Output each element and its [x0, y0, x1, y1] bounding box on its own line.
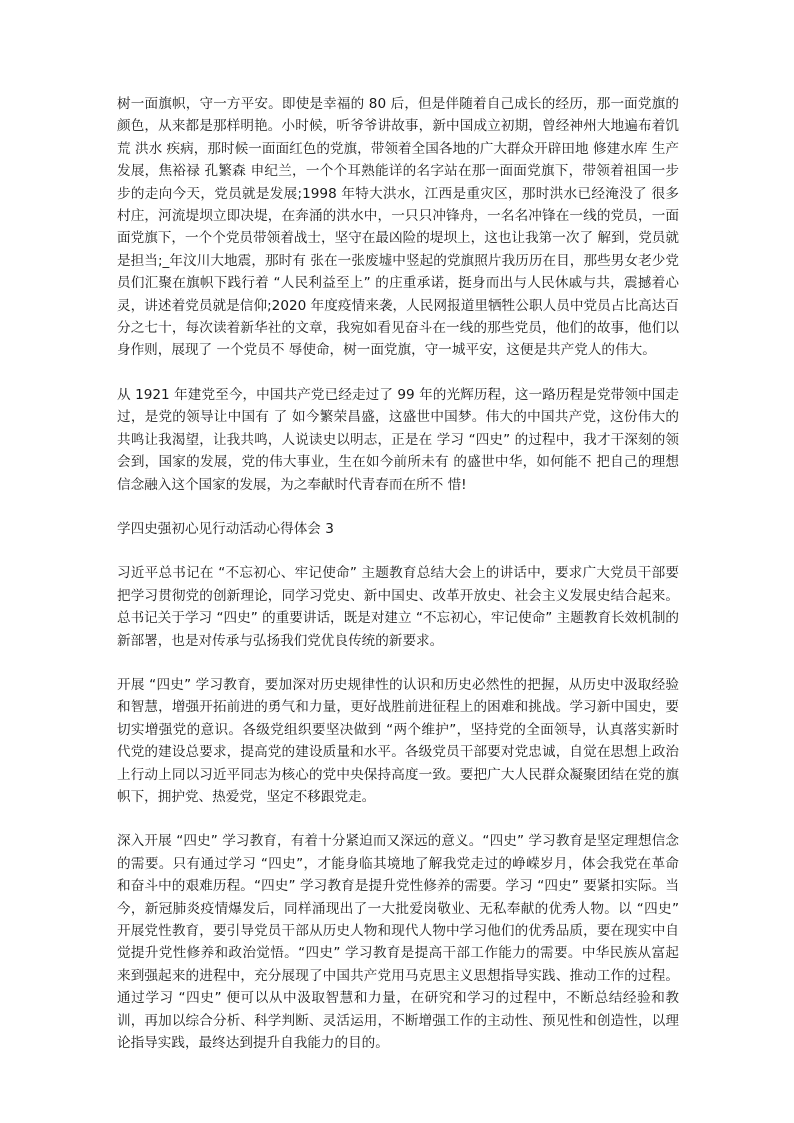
body-paragraph-1: 树一面旗帜，守一方平安。即使是幸福的 80 后，但是伴随着自己成长的经历，那一面党旗的颜色，从来都是那样明艳。小时候，听爷爷讲故事，新中国成立初期，曾经神州大地遍布着饥荒 洪水 疾病，那时候一面面红色的党旗，带领着全国各地的广大群众开辟田地 修建水库 生产发展，焦裕禄 孔繁森 申纪兰，一个个耳熟能详的名字站在那一面面党旗下，带领着祖国一步步的走向今天，党员就是发展;1998 年特大洪水，江西是重灾区，那时洪水已经淹没了 很多村庄，河流堤坝立即决堤，在奔涌的洪水中，一只只冲锋舟，一名名冲锋在一线的党员，一面面党旗下，一个个党员带领着战士，坚守在最凶险的堤坝上，这也让我第一次了 解到，党员就是担当;_年汶川大地震，那时有 张在一张废墟中竖起的党旗照片我历历在目，那些男女老少党员们汇聚在旗帜下践行着 “人民利益至上” 的庄重承诺，挺身而出与人民休戚与共，震撼着心灵，讲述着党员就是信仰;2020 年度疫情来袭，人民网报道里牺牲公职人员中党员占比高达百分之七十，每次读着新华社的文章，我宛如看见奋斗在一线的那些党员，他们的故事，他们以身作则，展现了 一个党员不 辱使命，树一面党旗，守一城平安，这便是共产党人的伟大。 [117, 96, 679, 359]
body-paragraph-3: 习近平总书记在 “不忘初心、牢记使命” 主题教育总结大会上的讲话中，要求广大党员干部要把学习贯彻党的创新理论，同学习党史、新中国史、改革开放史、社会主义发展史结合起来。总书记关于学习 “四史” 的重要讲话，既是对建立 “不忘初心，牢记使命” 主题教育长效机制的新部署，也是对传承与弘扬我们党优良传统的新要求。 [117, 565, 680, 649]
body-paragraph-5: 深入开展 “四史” 学习教育，有着十分紧迫而又深远的意义。“四史” 学习教育是坚定理想信念的需要。只有通过学习 “四史”，才能身临其境地了解我党走过的峥嵘岁月，体会我党在革命和奋斗中的艰难历程。“四史” 学习教育是提升党性修养的需要。学习 “四史” 要紧扣实际。当今，新冠肺炎疫情爆发后，同样涌现出了一大批爱岗敬业、无私奉献的优秀人物。以 “四史” 开展党性教育，要引导党员干部从历史人物和现代人物中学习他们的优秀品质，要在现实中自觉提升党性修养和政治觉悟。“四史” 学习教育是提高干部工作能力的需要。中华民族从富起来到强起来的进程中，充分展现了中国共产党用马克思主义思想指导实践、推动工作的过程。通过学习 “四史” 便可以从中汲取智慧和力量，在研究和学习的过程中，不断总结经验和教训，再加以综合分析、科学判断、灵活运用，不断增强工作的主动性、预见性和创造性，以理论指导实践，最终达到提升自我能力的目的。 [117, 833, 679, 1052]
section-title: 学四史强初心见行动活动心得体会 3 [117, 520, 334, 537]
body-paragraph-4: 开展 “四史” 学习教育，要加深对历史规律性的认识和历史必然性的把握，从历史中汲取经验和智慧，增强开拓前进的勇气和力量，更好战胜前进征程上的困难和挑战。学习新中国史，要切实增强党的意识。各级党组织要坚决做到 “两个维护”，坚持党的全面领导，认真落实新时代党的建设总要求，提高党的建设质量和水平。各级党员干部要对党忠诚，自觉在思想上政治上行动上同以习近平同志为核心的党中央保持高度一致。要把广大人民群众凝聚团结在党的旗帜下，拥护党、热爱党，坚定不移跟党走。 [117, 676, 679, 805]
body-paragraph-2: 从 1921 年建党至今，中国共产党已经走过了 99 年的光辉历程，这一路历程是党带领中国走过，是党的领导让中国有 了 如今繁荣昌盛，这盛世中国梦。伟大的中国共产党，这份伟大的共鸣让我渴望，让我共鸣，人说读史以明志，正是在 学习 “四史” 的过程中，我才干深刻的领会到，国家的发展，党的伟大事业，生在如今前所未有 的盛世中华，如何能不 把自己的理想信念融入这个国家的发展，为之奉献时代青春而在所不 惜! [117, 386, 679, 493]
